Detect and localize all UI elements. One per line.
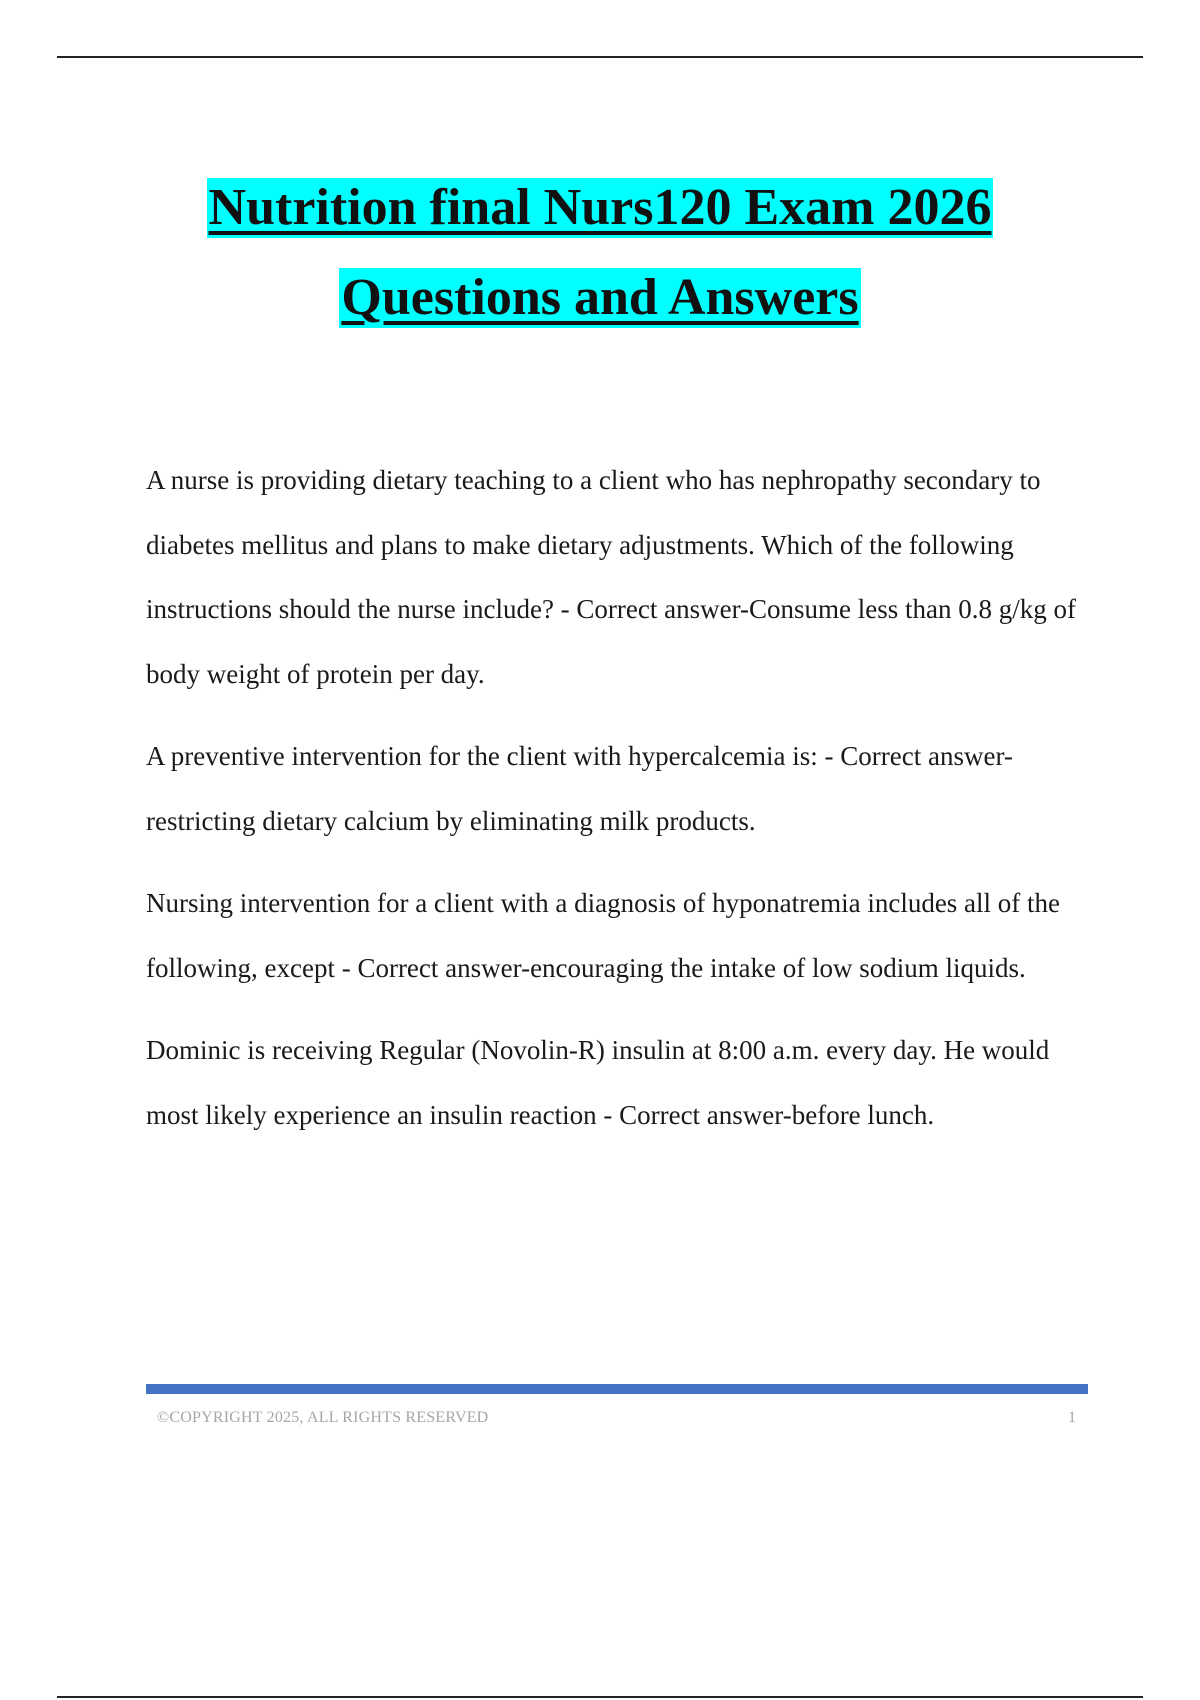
footer-bar (146, 1384, 1088, 1394)
qa-item-3: Nursing intervention for a client with a diagnosis of hyponatremia includes all of the following, except - Correct answer-encouraging the intake of low sodium liquids. (146, 888, 1061, 983)
page-number: 1 (1068, 1409, 1076, 1426)
qa-item-4: Dominic is receiving Regular (Novolin-R) insulin at 8:00 a.m. every day. He would most likely experience an insulin reaction - Correct answer-before lunch. (146, 1035, 1050, 1130)
document-title (0, 178, 1200, 328)
qa-item-2: A preventive intervention for the client with hypercalcemia is: - Correct answer-restricting dietary calcium by eliminating milk products. (146, 741, 1013, 836)
top-rule (57, 56, 1143, 58)
qa-list (146, 448, 1096, 1165)
qa-item-1: A nurse is providing dietary teaching to a client who has nephropathy secondary to diabetes mellitus and plans to make dietary adjustments. Which of the following instructions should the nurse include? - Correct answer-Consume less than 0.8 g/kg of body weight of protein per day. (146, 465, 1077, 689)
title-line-1: Nutrition final Nurs120 Exam 2026 (208, 179, 992, 236)
title-line-2: Questions and Answers (341, 269, 859, 326)
footer-copyright: ©COPYRIGHT 2025, ALL RIGHTS RESERVED (157, 1409, 489, 1426)
bottom-rule (57, 1696, 1143, 1698)
